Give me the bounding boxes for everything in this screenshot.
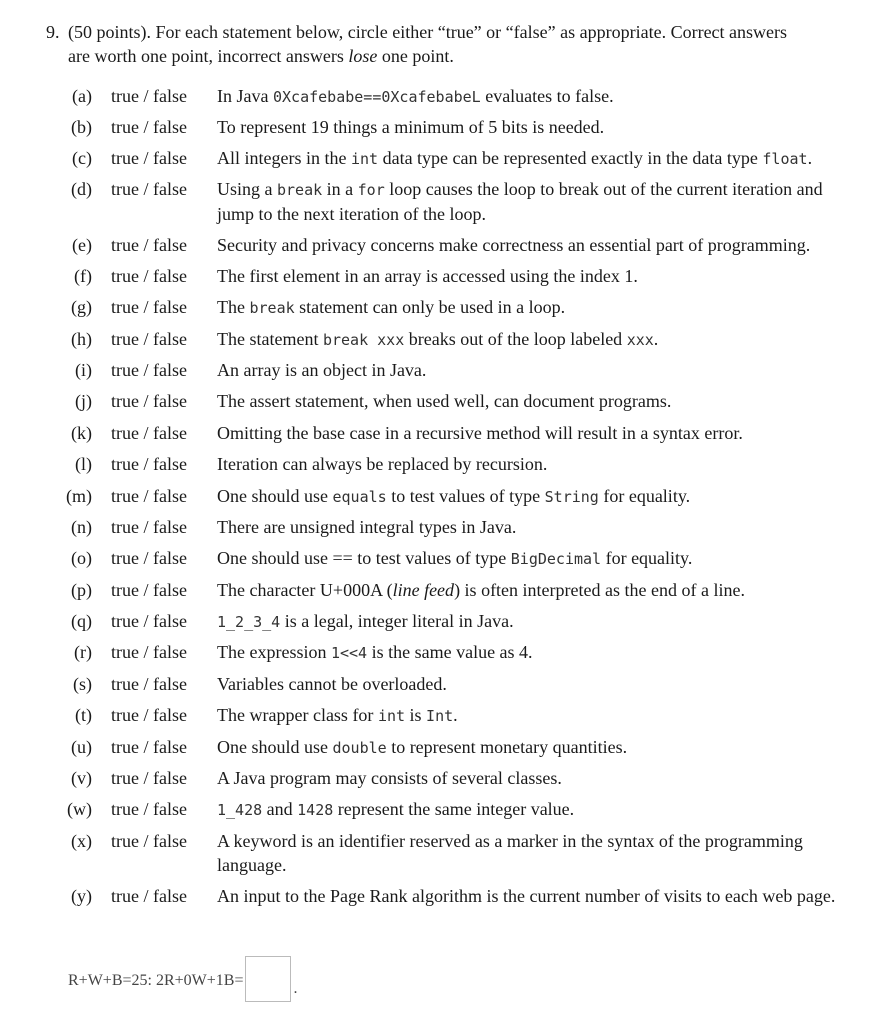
text-fragment: There are unsigned integral types in Java.	[217, 517, 517, 537]
text-fragment: .	[453, 705, 458, 725]
text-fragment: In Java	[217, 86, 273, 106]
text-fragment: The first element in an array is accessed using the index 1.	[217, 266, 638, 286]
text-fragment: One should use	[217, 486, 333, 506]
statement-label: (j)	[75, 391, 92, 411]
code-fragment: int	[377, 707, 406, 725]
text-fragment: is a legal, integer literal in Java.	[280, 611, 514, 631]
text-fragment: .	[807, 148, 813, 168]
code-fragment: break	[249, 299, 295, 317]
code-fragment: double	[332, 739, 387, 757]
true-false-choice[interactable]: true / false	[111, 642, 187, 662]
text-fragment: Omitting the base case in a recursive method will result in a syntax error.	[217, 423, 743, 443]
statement-text	[217, 546, 857, 571]
statement-text	[217, 829, 857, 877]
true-false-choice[interactable]: true / false	[111, 86, 187, 106]
true-false-choice[interactable]: true / false	[111, 737, 187, 757]
text-fragment: is the same value as 4.	[367, 642, 533, 662]
code-fragment: Int	[426, 707, 454, 725]
statement-text	[217, 295, 857, 320]
emphasis-lose: lose	[348, 46, 378, 66]
statement-label: (b)	[71, 117, 92, 137]
statement-label: (w)	[67, 799, 92, 819]
text-fragment: to represent monetary quantities.	[386, 737, 628, 757]
statement-text	[217, 177, 857, 226]
statement-text	[217, 421, 857, 445]
statement-label: (p)	[71, 580, 92, 600]
text-fragment: The wrapper class for	[217, 705, 378, 725]
score-input-box[interactable]	[245, 956, 291, 1002]
statement-label: (y)	[71, 886, 92, 906]
statement-label: (t)	[75, 705, 92, 725]
statement-label: (n)	[71, 517, 92, 537]
statement-text	[217, 578, 857, 602]
text-fragment: data type can be represented exactly in the data type	[378, 148, 763, 168]
statement-label: (o)	[71, 548, 92, 568]
text-fragment: for equality.	[601, 548, 693, 568]
true-false-choice[interactable]: true / false	[111, 423, 187, 443]
text-fragment: represent the same integer value.	[333, 799, 575, 819]
text-fragment: An array is an object in Java.	[217, 360, 427, 380]
text-fragment: to test values of type	[386, 486, 545, 506]
text-fragment: Using a	[217, 179, 277, 199]
statement-text	[217, 452, 857, 476]
text-fragment: ) is often interpreted as the end of a line.	[454, 580, 745, 600]
statement-label: (g)	[71, 297, 92, 317]
true-false-choice[interactable]: true / false	[111, 329, 187, 349]
text-fragment: The	[217, 297, 250, 317]
statement-label: (k)	[71, 423, 92, 443]
statement-label: (a)	[72, 86, 92, 106]
true-false-choice[interactable]: true / false	[111, 611, 187, 631]
code-fragment: break xxx	[322, 331, 405, 349]
statement-label: (d)	[71, 179, 92, 199]
text-fragment: An input to the Page Rank algorithm is the current number of visits to each web page.	[217, 886, 836, 906]
statement-label: (c)	[72, 148, 92, 168]
statement-text	[217, 327, 857, 352]
code-fragment: xxx	[626, 331, 654, 349]
statement-text	[217, 233, 857, 257]
statement-text	[217, 115, 857, 139]
text-fragment: for equality.	[598, 486, 691, 506]
code-fragment: for	[357, 181, 385, 199]
true-false-choice[interactable]: true / false	[111, 360, 187, 380]
statement-text	[217, 358, 857, 382]
text-fragment: Variables cannot be overloaded.	[217, 674, 447, 694]
text-fragment: statement can only be used in a loop.	[294, 297, 566, 317]
code-fragment: 1_2_3_4	[217, 613, 281, 631]
true-false-choice[interactable]: true / false	[111, 179, 187, 199]
code-fragment: 1<<4	[330, 644, 368, 662]
statement-text	[217, 264, 857, 288]
question-number: 9.	[46, 22, 60, 42]
text-fragment: The assert statement, when used well, can document programs.	[217, 391, 672, 411]
true-false-choice[interactable]: true / false	[111, 117, 187, 137]
statement-label: (u)	[71, 737, 92, 757]
statement-label: (i)	[75, 360, 92, 380]
text-fragment: A keyword is an identifier reserved as a marker in the syntax of the programming language.	[217, 831, 803, 875]
statement-text	[217, 672, 857, 696]
true-false-choice[interactable]: true / false	[111, 486, 187, 506]
text-fragment: One should use	[217, 737, 333, 757]
statement-text	[217, 640, 857, 665]
true-false-choice[interactable]: true / false	[111, 799, 187, 819]
question-instructions-line1: (50 points). For each statement below, circle either “true” or “false” as appropriate. Correct answers	[68, 22, 788, 42]
statement-label: (x)	[71, 831, 92, 851]
statement-label: (e)	[72, 235, 92, 255]
statement-text	[217, 146, 857, 171]
statement-text	[217, 84, 857, 109]
true-false-choice[interactable]: true / false	[111, 517, 187, 537]
code-fragment: float	[762, 150, 808, 168]
statement-text	[217, 797, 857, 822]
true-false-choice[interactable]: true / false	[111, 674, 187, 694]
text-fragment: The character U+000A (	[217, 580, 393, 600]
code-fragment: 1428	[297, 801, 334, 819]
true-false-choice[interactable]: true / false	[111, 705, 187, 725]
true-false-choice[interactable]: true / false	[111, 886, 187, 906]
true-false-choice[interactable]: true / false	[111, 235, 187, 255]
text-fragment: Security and privacy concerns make correctness an essential part of programming.	[217, 235, 811, 255]
text-fragment: The expression	[217, 642, 331, 662]
statement-label: (m)	[66, 486, 92, 506]
code-fragment: break	[277, 181, 323, 199]
text-fragment: and	[262, 799, 298, 819]
true-false-choice[interactable]: true / false	[111, 391, 187, 411]
question-header	[46, 20, 856, 68]
emphasis-text: line feed	[392, 580, 455, 600]
code-fragment: BigDecimal	[510, 550, 602, 568]
statement-label: (s)	[73, 674, 92, 694]
true-false-choice[interactable]: true / false	[111, 266, 187, 286]
statement-label: (q)	[71, 611, 92, 631]
statement-label: (v)	[71, 768, 92, 788]
scoring-line	[68, 958, 297, 1004]
statement-text	[217, 389, 857, 413]
true-false-choice[interactable]: true / false	[111, 831, 187, 851]
statement-text	[217, 735, 857, 760]
text-fragment: To represent 19 things a minimum of 5 bits is needed.	[217, 117, 605, 137]
text-fragment: is	[405, 705, 427, 725]
text-fragment: loop causes the loop to break out of the current iteration and jump to the next iteration of the loop.	[217, 179, 823, 224]
text-fragment: One should use == to test values of type	[217, 548, 511, 568]
text-fragment: .	[653, 329, 659, 349]
statement-label: (r)	[74, 642, 92, 662]
code-fragment: 0Xcafebabe==0XcafebabeL	[272, 88, 481, 106]
text-fragment: A Java program may consists of several classes.	[217, 768, 562, 788]
text-fragment: Iteration can always be replaced by recursion.	[217, 454, 548, 474]
statement-label: (l)	[75, 454, 92, 474]
statement-text	[217, 766, 857, 790]
true-false-choice[interactable]: true / false	[111, 148, 187, 168]
code-fragment: equals	[332, 488, 387, 506]
text-fragment: The statement	[217, 329, 323, 349]
statement-label: (f)	[74, 266, 92, 286]
true-false-choice[interactable]: true / false	[111, 548, 187, 568]
statement-text	[217, 484, 857, 509]
code-fragment: int	[350, 150, 379, 168]
true-false-choice[interactable]: true / false	[111, 580, 187, 600]
question-instructions-line2: are worth one point, incorrect answers lose one point.	[68, 46, 454, 66]
true-false-choice[interactable]: true / false	[111, 297, 187, 317]
true-false-choice[interactable]: true / false	[111, 768, 187, 788]
text-fragment: breaks out of the loop labeled	[404, 329, 627, 349]
statement-label: (h)	[71, 329, 92, 349]
statement-text	[217, 609, 857, 634]
statement-text	[217, 884, 857, 908]
true-false-choice[interactable]: true / false	[111, 454, 187, 474]
text-fragment: All integers in the	[217, 148, 351, 168]
statement-text	[217, 515, 857, 539]
code-fragment: 1_428	[217, 801, 263, 819]
scoring-trailing: .	[293, 980, 298, 997]
code-fragment: String	[544, 488, 599, 506]
statement-text	[217, 703, 857, 728]
text-fragment: in a	[322, 179, 358, 199]
scoring-formula: R+W+B=25: 2R+0W+1B=	[68, 972, 244, 989]
text-fragment: evaluates to false.	[480, 86, 614, 106]
